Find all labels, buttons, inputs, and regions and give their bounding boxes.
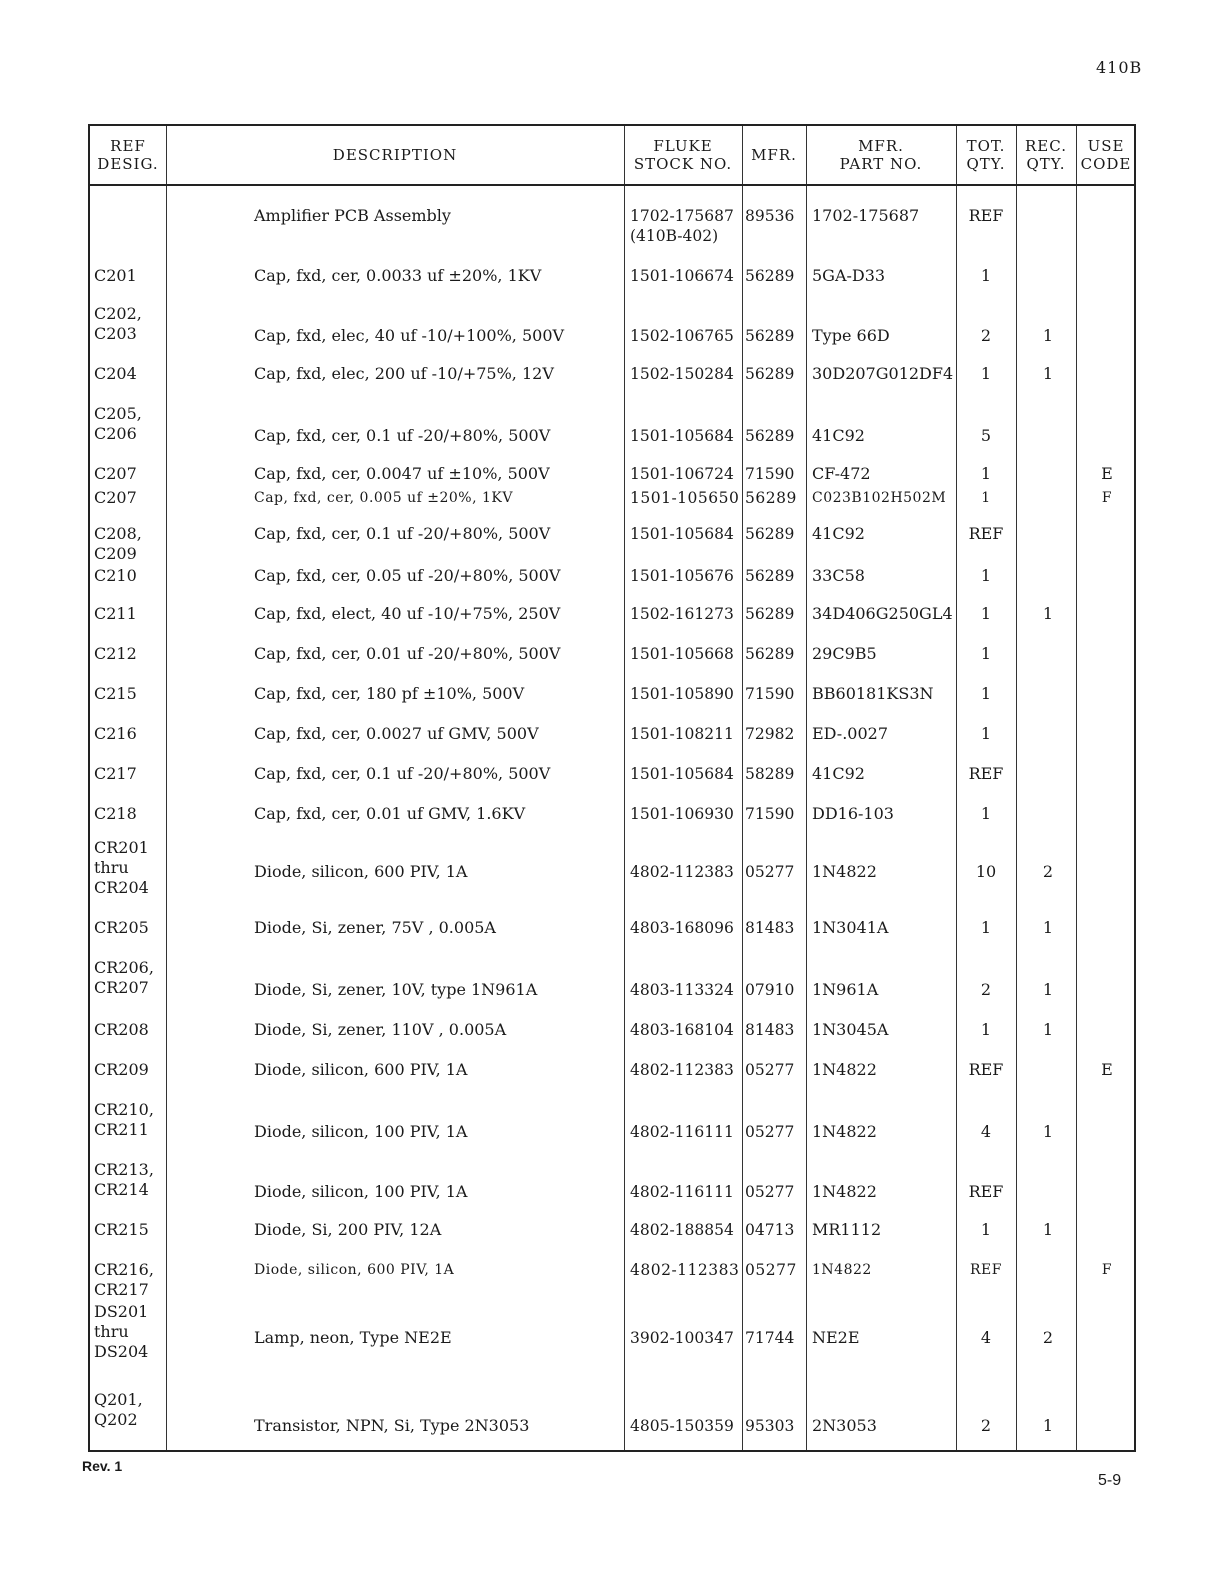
tot-qty-cell: 10 — [975, 862, 997, 881]
ref-desig-cell: CR201 thru CR204 — [94, 838, 149, 897]
tot-qty-cell: 1 — [980, 724, 992, 743]
description-cell: Diode, silicon, 600 PIV, 1A — [254, 862, 468, 881]
rec-qty-cell: 1 — [1042, 1122, 1054, 1141]
description-cell: Diode, Si, 200 PIV, 12A — [254, 1220, 442, 1239]
stock-no-cell: 4805-150359 — [630, 1417, 734, 1435]
header-line: FLUKE — [653, 137, 713, 155]
header-line: USE — [1087, 137, 1125, 155]
ref-desig-cell: CR208 — [94, 1020, 149, 1039]
ref-desig-cell: CR205 — [94, 918, 149, 937]
ref-desig-cell: C204 — [94, 364, 137, 383]
part-no-cell: 41C92 — [812, 764, 865, 783]
tot-qty-cell: 1 — [980, 804, 992, 823]
part-no-cell: MR1112 — [812, 1220, 882, 1239]
part-no-cell: 33C58 — [812, 566, 865, 585]
description-cell: Cap, fxd, cer, 0.05 uf -20/+80%, 500V — [254, 566, 561, 585]
ref-desig-cell: CR216, CR217 — [94, 1260, 154, 1299]
mfr-cell: 56289 — [745, 267, 795, 285]
ref-desig-cell: C212 — [94, 644, 137, 663]
description-cell: Cap, fxd, cer, 0.005 uf ±20%, 1KV — [254, 490, 513, 506]
header-mfr-part-no — [806, 126, 956, 184]
description-cell: Diode, Si, zener, 75V , 0.005A — [254, 918, 496, 937]
column-divider — [1016, 126, 1017, 1450]
mfr-cell: 05277 — [745, 1183, 795, 1201]
stock-no-cell: 4802-112383 — [630, 863, 734, 881]
header-line: DESCRIPTION — [332, 146, 458, 164]
column-divider — [624, 126, 625, 1450]
ref-desig-cell: C215 — [94, 684, 137, 703]
mfr-cell: 56289 — [745, 645, 795, 663]
mfr-cell: 56289 — [745, 365, 795, 383]
description-cell: Cap, fxd, cer, 0.0047 uf ±10%, 500V — [254, 464, 550, 483]
description-cell: Diode, Si, zener, 110V , 0.005A — [254, 1020, 507, 1039]
stock-no-cell: 1502-161273 — [630, 605, 734, 623]
stock-no-cell: 4803-168104 — [630, 1021, 734, 1039]
header-line: REC. — [1025, 137, 1067, 155]
ref-desig-cell: DS201 thru DS204 — [94, 1302, 149, 1361]
stock-no-cell: 1501-105890 — [630, 685, 734, 703]
header-line: REF — [110, 137, 146, 155]
stock-no-cell: 3902-100347 — [630, 1329, 734, 1347]
stock-no-cell: 1501-108211 — [630, 725, 734, 743]
part-no-cell: C023B102H502M — [812, 490, 947, 506]
ref-desig-cell: C207 — [94, 488, 137, 507]
mfr-cell: 72982 — [745, 725, 795, 743]
mfr-cell: 89536 — [745, 207, 795, 225]
mfr-cell: 71744 — [745, 1329, 795, 1347]
header-divider — [90, 184, 1134, 186]
part-no-cell: CF-472 — [812, 464, 871, 483]
column-divider — [166, 126, 167, 1450]
mfr-cell: 81483 — [745, 1021, 795, 1039]
description-cell: Cap, fxd, cer, 180 pf ±10%, 500V — [254, 684, 525, 703]
use-code-cell: F — [1101, 490, 1113, 506]
tot-qty-cell: 1 — [980, 918, 992, 937]
ref-desig-cell: C216 — [94, 724, 137, 743]
header-line: MFR. — [858, 137, 904, 155]
stock-no-cell: 4802-112383 — [630, 1261, 740, 1279]
stock-no-cell: 4802-116111 — [630, 1183, 734, 1201]
description-cell: Cap, fxd, cer, 0.1 uf -20/+80%, 500V — [254, 764, 551, 783]
part-no-cell: 1702-175687 — [812, 206, 920, 225]
rec-qty-cell: 2 — [1042, 862, 1054, 881]
tot-qty-cell: 1 — [980, 684, 992, 703]
stock-no-cell: 1501-106724 — [630, 465, 734, 483]
tot-qty-cell: REF — [968, 1182, 1004, 1201]
ref-desig-cell: Q201, Q202 — [94, 1390, 143, 1429]
tot-qty-cell: 5 — [980, 426, 992, 445]
ref-desig-cell: C202, C203 — [94, 304, 142, 343]
part-no-cell: 1N4822 — [812, 862, 877, 881]
mfr-cell: 56289 — [745, 605, 795, 623]
part-no-cell: 29C9B5 — [812, 644, 877, 663]
tot-qty-cell: 2 — [980, 326, 992, 345]
header-rec-qty — [1016, 126, 1076, 184]
mfr-cell: 58289 — [745, 765, 795, 783]
stock-no-cell: 1501-105650 — [630, 489, 740, 507]
mfr-cell: 05277 — [745, 1123, 795, 1141]
description-cell: Lamp, neon, Type NE2E — [254, 1328, 452, 1347]
part-no-cell: Type 66D — [812, 326, 890, 345]
parts-list-table — [88, 124, 1136, 1452]
stock-no-cell: 1501-105684 — [630, 427, 734, 445]
rec-qty-cell: 1 — [1042, 980, 1054, 999]
mfr-cell: 04713 — [745, 1221, 795, 1239]
mfr-cell: 05277 — [745, 1261, 797, 1279]
part-no-cell: 34D406G250GL4 — [812, 604, 953, 623]
description-cell: Cap, fxd, elec, 40 uf -10/+100%, 500V — [254, 326, 565, 345]
tot-qty-cell: 1 — [980, 464, 992, 483]
description-cell: Cap, fxd, cer, 0.0027 uf GMV, 500V — [254, 724, 539, 743]
ref-desig-cell: C207 — [94, 464, 137, 483]
mfr-cell: 56289 — [745, 427, 795, 445]
tot-qty-cell: 1 — [980, 364, 992, 383]
header-tot-qty — [956, 126, 1016, 184]
header-ref-desig — [90, 126, 166, 184]
stock-no-cell: 1502-150284 — [630, 365, 734, 383]
rec-qty-cell: 1 — [1042, 604, 1054, 623]
description-cell: Transistor, NPN, Si, Type 2N3053 — [254, 1416, 530, 1435]
ref-desig-cell: C218 — [94, 804, 137, 823]
rec-qty-cell: 1 — [1042, 1020, 1054, 1039]
ref-desig-cell: CR209 — [94, 1060, 149, 1079]
tot-qty-cell: 1 — [980, 566, 992, 585]
mfr-cell: 56289 — [745, 489, 797, 507]
part-no-cell: 30D207G012DF4 — [812, 364, 954, 383]
stock-no-cell: 1702-175687 (410B-402) — [630, 207, 734, 245]
use-code-cell: F — [1101, 1262, 1113, 1278]
tot-qty-cell: REF — [970, 1262, 1002, 1278]
ref-desig-cell: CR210, CR211 — [94, 1100, 154, 1139]
stock-no-cell: 1501-106674 — [630, 267, 734, 285]
header-line: PART NO. — [839, 155, 923, 173]
mfr-cell: 05277 — [745, 1061, 795, 1079]
use-code-cell: E — [1101, 1060, 1113, 1079]
tot-qty-cell: 1 — [980, 1020, 992, 1039]
column-divider — [742, 126, 743, 1450]
tot-qty-cell: 4 — [980, 1122, 992, 1141]
tot-qty-cell: REF — [968, 206, 1004, 225]
tot-qty-cell: REF — [968, 1060, 1004, 1079]
description-cell: Amplifier PCB Assembly — [254, 206, 451, 225]
rec-qty-cell: 1 — [1042, 918, 1054, 937]
ref-desig-cell: CR215 — [94, 1220, 149, 1239]
stock-no-cell: 4803-113324 — [630, 981, 734, 999]
mfr-cell: 71590 — [745, 805, 795, 823]
part-no-cell: 5GA-D33 — [812, 266, 886, 285]
ref-desig-cell: C205, C206 — [94, 404, 142, 443]
column-divider — [1076, 126, 1077, 1450]
part-no-cell: 1N961A — [812, 980, 879, 999]
stock-no-cell: 1502-106765 — [630, 327, 734, 345]
use-code-cell: E — [1101, 464, 1113, 483]
header-fluke-stock-no — [624, 126, 742, 184]
stock-no-cell: 1501-106930 — [630, 805, 734, 823]
mfr-cell: 56289 — [745, 327, 795, 345]
description-cell: Diode, Si, zener, 10V, type 1N961A — [254, 980, 538, 999]
header-line: QTY. — [966, 155, 1006, 173]
tot-qty-cell: 1 — [980, 1220, 992, 1239]
tot-qty-cell: 4 — [980, 1328, 992, 1347]
tot-qty-cell: REF — [968, 524, 1004, 543]
stock-no-cell: 1501-105668 — [630, 645, 734, 663]
part-no-cell: 1N4822 — [812, 1182, 877, 1201]
mfr-cell: 56289 — [745, 567, 795, 585]
mfr-cell: 07910 — [745, 981, 795, 999]
page-number: 5-9 — [1098, 1472, 1122, 1489]
model-number: 410B — [1096, 58, 1143, 77]
description-cell: Diode, silicon, 600 PIV, 1A — [254, 1262, 455, 1278]
header-line: STOCK NO. — [633, 155, 733, 173]
header-line: DESIG. — [97, 155, 159, 173]
description-cell: Cap, fxd, cer, 0.1 uf -20/+80%, 500V — [254, 524, 551, 543]
tot-qty-cell: 1 — [980, 644, 992, 663]
description-cell: Cap, fxd, elec, 200 uf -10/+75%, 12V — [254, 364, 554, 383]
part-no-cell: ED-.0027 — [812, 724, 889, 743]
description-cell: Cap, fxd, cer, 0.01 uf GMV, 1.6KV — [254, 804, 526, 823]
description-cell: Cap, fxd, elect, 40 uf -10/+75%, 250V — [254, 604, 561, 623]
description-cell: Cap, fxd, cer, 0.1 uf -20/+80%, 500V — [254, 426, 551, 445]
description-cell: Diode, silicon, 100 PIV, 1A — [254, 1122, 468, 1141]
header-description — [166, 126, 624, 184]
part-no-cell: 1N3041A — [812, 918, 889, 937]
description-cell: Cap, fxd, cer, 0.01 uf -20/+80%, 500V — [254, 644, 561, 663]
part-no-cell: NE2E — [812, 1328, 860, 1347]
part-no-cell: BB60181KS3N — [812, 684, 934, 703]
part-no-cell: DD16-103 — [812, 804, 894, 823]
part-no-cell: 1N4822 — [812, 1060, 877, 1079]
tot-qty-cell: 1 — [981, 490, 991, 506]
part-no-cell: 41C92 — [812, 426, 865, 445]
stock-no-cell: 4802-116111 — [630, 1123, 734, 1141]
mfr-cell: 56289 — [745, 525, 795, 543]
tot-qty-cell: 2 — [980, 980, 992, 999]
description-cell: Diode, silicon, 600 PIV, 1A — [254, 1060, 468, 1079]
tot-qty-cell: 1 — [980, 604, 992, 623]
header-mfr — [742, 126, 806, 184]
ref-desig-cell: CR213, CR214 — [94, 1160, 154, 1199]
column-divider — [806, 126, 807, 1450]
mfr-cell: 71590 — [745, 685, 795, 703]
header-use-code — [1076, 126, 1136, 184]
ref-desig-cell: C217 — [94, 764, 137, 783]
description-cell: Cap, fxd, cer, 0.0033 uf ±20%, 1KV — [254, 266, 542, 285]
rec-qty-cell: 1 — [1042, 364, 1054, 383]
revision-label: Rev. 1 — [82, 1458, 123, 1474]
ref-desig-cell: CR206, CR207 — [94, 958, 154, 997]
ref-desig-cell: C210 — [94, 566, 137, 585]
mfr-cell: 71590 — [745, 465, 795, 483]
stock-no-cell: 1501-105684 — [630, 525, 734, 543]
part-no-cell: 1N4822 — [812, 1262, 872, 1278]
part-no-cell: 2N3053 — [812, 1416, 877, 1435]
rec-qty-cell: 2 — [1042, 1328, 1054, 1347]
column-divider — [956, 126, 957, 1450]
part-no-cell: 1N4822 — [812, 1122, 877, 1141]
tot-qty-cell: 2 — [980, 1416, 992, 1435]
header-line: QTY. — [1026, 155, 1066, 173]
stock-no-cell: 1501-105684 — [630, 765, 734, 783]
tot-qty-cell: 1 — [980, 266, 992, 285]
ref-desig-cell: C211 — [94, 604, 137, 623]
ref-desig-cell: C201 — [94, 266, 137, 285]
tot-qty-cell: REF — [968, 764, 1004, 783]
part-no-cell: 1N3045A — [812, 1020, 889, 1039]
description-cell: Diode, silicon, 100 PIV, 1A — [254, 1182, 468, 1201]
rec-qty-cell: 1 — [1042, 1220, 1054, 1239]
stock-no-cell: 4803-168096 — [630, 919, 734, 937]
stock-no-cell: 1501-105676 — [630, 567, 734, 585]
ref-desig-cell: C208, C209 — [94, 524, 142, 563]
header-line: TOT. — [966, 137, 1006, 155]
rec-qty-cell: 1 — [1042, 1416, 1054, 1435]
stock-no-cell: 4802-112383 — [630, 1061, 734, 1079]
mfr-cell: 05277 — [745, 863, 795, 881]
mfr-cell: 81483 — [745, 919, 795, 937]
rec-qty-cell: 1 — [1042, 326, 1054, 345]
stock-no-cell: 4802-188854 — [630, 1221, 734, 1239]
mfr-cell: 95303 — [745, 1417, 795, 1435]
header-line: CODE — [1080, 155, 1132, 173]
part-no-cell: 41C92 — [812, 524, 865, 543]
header-line: MFR. — [751, 146, 797, 164]
